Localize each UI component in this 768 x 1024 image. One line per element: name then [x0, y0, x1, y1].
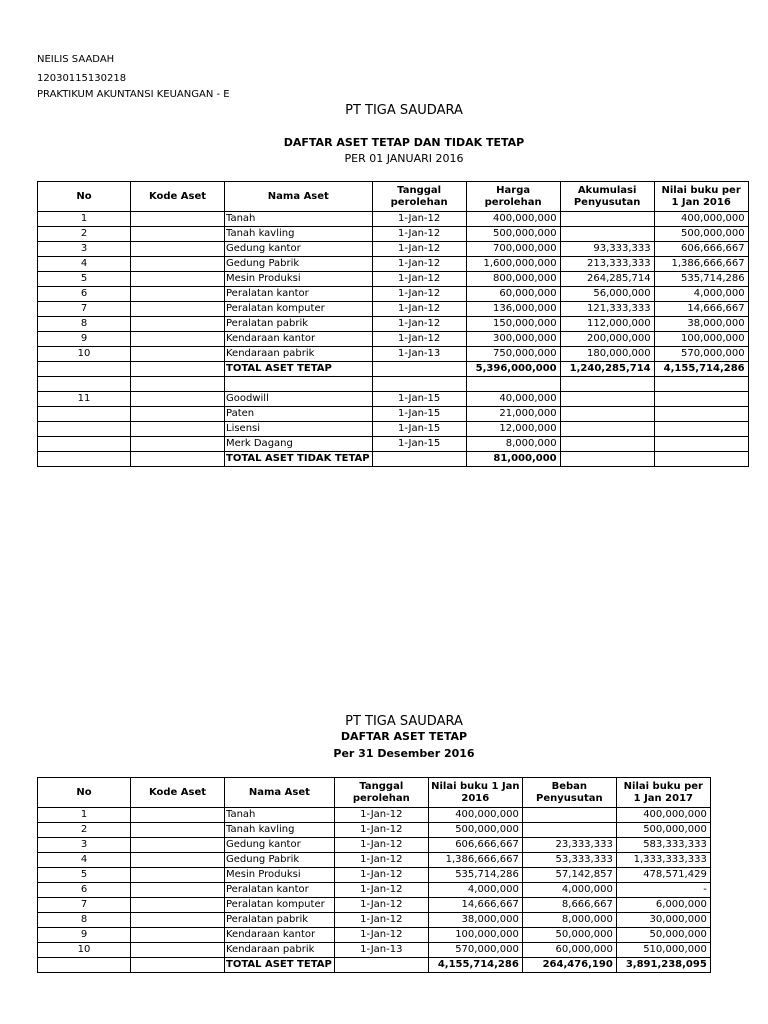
- cell-nama: Kendaraan pabrik: [225, 347, 373, 362]
- cell-nilai: 4,000,000: [654, 287, 748, 302]
- cell-nama: Peralatan komputer: [225, 302, 373, 317]
- cell-nama: Peralatan pabrik: [225, 913, 335, 928]
- cell-nilai-awal: 4,000,000: [428, 883, 522, 898]
- cell-empty: [560, 377, 654, 392]
- cell-tanggal: 1-Jan-12: [334, 898, 428, 913]
- cell-tanggal: 1-Jan-12: [334, 928, 428, 943]
- cell-nilai: 1,386,666,667: [654, 257, 748, 272]
- cell-tanggal: 1-Jan-12: [372, 272, 466, 287]
- table-row: [38, 898, 711, 913]
- total-nilai-awal: 4,155,714,286: [428, 958, 522, 973]
- cell-akumulasi: 93,333,333: [560, 242, 654, 257]
- cell-akumulasi: 264,285,714: [560, 272, 654, 287]
- table-row: [38, 407, 749, 422]
- cell-kode: [131, 868, 225, 883]
- col-header-nilai: Nilai buku per 1 Jan 2016: [654, 182, 748, 212]
- cell-no: 1: [38, 212, 131, 227]
- col-header-beban: Beban Penyusutan: [522, 778, 616, 808]
- cell-nama: Mesin Produksi: [225, 272, 373, 287]
- total-nilai: 4,155,714,286: [654, 362, 748, 377]
- cell-harga: 800,000,000: [466, 272, 560, 287]
- cell-nilai: 570,000,000: [654, 347, 748, 362]
- student-name: NEILIS SAADAH: [37, 54, 115, 65]
- cell-nilai: [654, 422, 748, 437]
- cell-empty: [372, 362, 466, 377]
- cell-akumulasi: 121,333,333: [560, 302, 654, 317]
- cell-no: 2: [38, 823, 131, 838]
- cell-nama: Tanah kavling: [225, 823, 335, 838]
- company-title-1: PT TIGA SAUDARA: [345, 103, 463, 118]
- cell-nilai-akhir: 583,333,333: [616, 838, 710, 853]
- table-row: [38, 317, 749, 332]
- cell-nama: Tanah: [225, 212, 373, 227]
- cell-nilai: 500,000,000: [654, 227, 748, 242]
- table-row: [38, 943, 711, 958]
- cell-tanggal: 1-Jan-12: [372, 332, 466, 347]
- cell-tanggal: 1-Jan-12: [372, 302, 466, 317]
- col-header-nilai-awal: Nilai buku 1 Jan 2016: [428, 778, 522, 808]
- cell-nama: Paten: [225, 407, 373, 422]
- cell-nilai: 535,714,286: [654, 272, 748, 287]
- cell-akumulasi: [560, 422, 654, 437]
- cell-nilai: [654, 437, 748, 452]
- cell-no: 10: [38, 347, 131, 362]
- cell-no: 11: [38, 392, 131, 407]
- cell-kode: [131, 257, 225, 272]
- cell-no: [38, 407, 131, 422]
- asset-table-2017: [37, 777, 711, 973]
- table-row: [38, 272, 749, 287]
- cell-kode: [131, 332, 225, 347]
- cell-kode: [131, 928, 225, 943]
- cell-nilai: [654, 407, 748, 422]
- cell-nama: Kendaraan pabrik: [225, 943, 335, 958]
- table-row: [38, 302, 749, 317]
- cell-no: [38, 437, 131, 452]
- cell-nilai-akhir: 500,000,000: [616, 823, 710, 838]
- report-title-2: DAFTAR ASET TETAP: [340, 730, 468, 743]
- cell-harga: 40,000,000: [466, 392, 560, 407]
- total-harga: 81,000,000: [466, 452, 560, 467]
- cell-tanggal: 1-Jan-13: [372, 347, 466, 362]
- cell-tanggal: 1-Jan-15: [372, 422, 466, 437]
- student-id: 12030115130218: [37, 73, 127, 84]
- cell-akumulasi: [560, 227, 654, 242]
- cell-nilai-awal: 400,000,000: [428, 808, 522, 823]
- cell-tanggal: 1-Jan-12: [334, 853, 428, 868]
- cell-harga: 1,600,000,000: [466, 257, 560, 272]
- cell-no: 6: [38, 287, 131, 302]
- cell-nilai: 38,000,000: [654, 317, 748, 332]
- cell-no: 8: [38, 317, 131, 332]
- cell-akumulasi: [560, 392, 654, 407]
- cell-kode: [131, 272, 225, 287]
- cell-kode: [131, 898, 225, 913]
- cell-no: 6: [38, 883, 131, 898]
- cell-nama: Tanah kavling: [225, 227, 373, 242]
- cell-no: 4: [38, 257, 131, 272]
- cell-tanggal: 1-Jan-12: [334, 868, 428, 883]
- cell-kode: [131, 883, 225, 898]
- cell-empty: [225, 377, 373, 392]
- cell-nama: Tanah: [225, 808, 335, 823]
- total-row: [38, 362, 749, 377]
- cell-no: 8: [38, 913, 131, 928]
- total-akumulasi: 1,240,285,714: [560, 362, 654, 377]
- cell-harga: 60,000,000: [466, 287, 560, 302]
- cell-nilai-awal: 14,666,667: [428, 898, 522, 913]
- cell-harga: 300,000,000: [466, 332, 560, 347]
- cell-kode: [131, 437, 225, 452]
- cell-nama: Gedung kantor: [225, 242, 373, 257]
- cell-empty: [38, 958, 131, 973]
- report-subtitle-2: Per 31 Desember 2016: [333, 747, 475, 760]
- cell-tanggal: 1-Jan-12: [372, 227, 466, 242]
- blank-row: [38, 377, 749, 392]
- cell-no: 9: [38, 332, 131, 347]
- table-row: [38, 227, 749, 242]
- cell-no: 3: [38, 242, 131, 257]
- cell-akumulasi: 180,000,000: [560, 347, 654, 362]
- cell-beban: 50,000,000: [522, 928, 616, 943]
- table-row: [38, 392, 749, 407]
- cell-kode: [131, 212, 225, 227]
- cell-tanggal: 1-Jan-12: [334, 883, 428, 898]
- cell-nilai-akhir: 50,000,000: [616, 928, 710, 943]
- table-header: [38, 778, 711, 808]
- cell-nilai-awal: 570,000,000: [428, 943, 522, 958]
- cell-nilai: [654, 392, 748, 407]
- cell-tanggal: 1-Jan-12: [372, 257, 466, 272]
- cell-nama: Peralatan kantor: [225, 287, 373, 302]
- cell-tanggal: 1-Jan-12: [334, 808, 428, 823]
- cell-tanggal: 1-Jan-15: [372, 407, 466, 422]
- col-header-harga: Harga perolehan: [466, 182, 560, 212]
- cell-nama: Peralatan kantor: [225, 883, 335, 898]
- col-header-nama: Nama Aset: [225, 778, 335, 808]
- cell-harga: 750,000,000: [466, 347, 560, 362]
- col-header-no: No: [38, 778, 131, 808]
- cell-no: 2: [38, 227, 131, 242]
- cell-beban: 57,142,857: [522, 868, 616, 883]
- cell-nama: Goodwill: [225, 392, 373, 407]
- total-label: TOTAL ASET TIDAK TETAP: [225, 452, 373, 467]
- cell-empty: [38, 377, 131, 392]
- col-header-tanggal: Tanggal perolehan: [334, 778, 428, 808]
- cell-harga: 21,000,000: [466, 407, 560, 422]
- cell-tanggal: 1-Jan-12: [372, 212, 466, 227]
- cell-nilai-awal: 606,666,667: [428, 838, 522, 853]
- cell-tanggal: 1-Jan-12: [334, 913, 428, 928]
- cell-nilai: 400,000,000: [654, 212, 748, 227]
- table-row: [38, 437, 749, 452]
- cell-kode: [131, 287, 225, 302]
- col-header-no: No: [38, 182, 131, 212]
- cell-nama: Kendaraan kantor: [225, 928, 335, 943]
- cell-beban: 23,333,333: [522, 838, 616, 853]
- cell-kode: [131, 392, 225, 407]
- cell-nilai-akhir: -: [616, 883, 710, 898]
- cell-empty: [372, 452, 466, 467]
- cell-kode: [131, 422, 225, 437]
- cell-nama: Gedung kantor: [225, 838, 335, 853]
- cell-beban: 8,000,000: [522, 913, 616, 928]
- cell-nilai-awal: 100,000,000: [428, 928, 522, 943]
- cell-nama: Merk Dagang: [225, 437, 373, 452]
- table-row: [38, 332, 749, 347]
- cell-kode: [131, 853, 225, 868]
- cell-kode: [131, 302, 225, 317]
- cell-empty: [38, 362, 131, 377]
- table-row: [38, 913, 711, 928]
- table-row: [38, 212, 749, 227]
- cell-no: 7: [38, 302, 131, 317]
- table-row: [38, 928, 711, 943]
- cell-nama: Lisensi: [225, 422, 373, 437]
- course-name: PRAKTIKUM AKUNTANSI KEUANGAN - E: [37, 89, 230, 100]
- cell-nilai: 14,666,667: [654, 302, 748, 317]
- cell-beban: 53,333,333: [522, 853, 616, 868]
- cell-nilai-awal: 38,000,000: [428, 913, 522, 928]
- cell-empty: [334, 958, 428, 973]
- cell-nilai: 100,000,000: [654, 332, 748, 347]
- table-header: [38, 182, 749, 212]
- table-row: [38, 883, 711, 898]
- cell-akumulasi: 56,000,000: [560, 287, 654, 302]
- cell-kode: [131, 943, 225, 958]
- cell-harga: 700,000,000: [466, 242, 560, 257]
- cell-harga: 400,000,000: [466, 212, 560, 227]
- cell-empty: [654, 377, 748, 392]
- cell-kode: [131, 913, 225, 928]
- cell-tanggal: 1-Jan-13: [334, 943, 428, 958]
- cell-kode: [131, 347, 225, 362]
- cell-kode: [131, 407, 225, 422]
- cell-tanggal: 1-Jan-12: [372, 287, 466, 302]
- cell-nilai-akhir: 510,000,000: [616, 943, 710, 958]
- cell-tanggal: 1-Jan-15: [372, 392, 466, 407]
- total-row: [38, 452, 749, 467]
- cell-harga: 150,000,000: [466, 317, 560, 332]
- table-row: [38, 242, 749, 257]
- cell-empty: [131, 377, 225, 392]
- col-header-kode: Kode Aset: [131, 182, 225, 212]
- cell-no: 5: [38, 868, 131, 883]
- cell-harga: 500,000,000: [466, 227, 560, 242]
- report-title-1: DAFTAR ASET TETAP DAN TIDAK TETAP: [283, 136, 525, 149]
- table-row: [38, 853, 711, 868]
- cell-nilai-akhir: 400,000,000: [616, 808, 710, 823]
- cell-akumulasi: [560, 437, 654, 452]
- cell-tanggal: 1-Jan-12: [372, 317, 466, 332]
- cell-tanggal: 1-Jan-12: [372, 242, 466, 257]
- table-row: [38, 287, 749, 302]
- cell-no: 7: [38, 898, 131, 913]
- cell-nama: Gedung Pabrik: [225, 853, 335, 868]
- cell-kode: [131, 838, 225, 853]
- cell-no: 10: [38, 943, 131, 958]
- cell-empty: [38, 452, 131, 467]
- cell-harga: 8,000,000: [466, 437, 560, 452]
- cell-kode: [131, 823, 225, 838]
- cell-nilai-akhir: 478,571,429: [616, 868, 710, 883]
- cell-empty: [654, 452, 748, 467]
- col-header-nilai-akhir: Nilai buku per 1 Jan 2017: [616, 778, 710, 808]
- table-row: [38, 838, 711, 853]
- cell-empty: [560, 452, 654, 467]
- col-header-kode: Kode Aset: [131, 778, 225, 808]
- cell-no: 1: [38, 808, 131, 823]
- cell-empty: [372, 377, 466, 392]
- table-row: [38, 257, 749, 272]
- cell-kode: [131, 317, 225, 332]
- cell-beban: 4,000,000: [522, 883, 616, 898]
- company-title-2: PT TIGA SAUDARA: [345, 714, 463, 729]
- table-row: [38, 422, 749, 437]
- cell-no: 3: [38, 838, 131, 853]
- cell-akumulasi: 200,000,000: [560, 332, 654, 347]
- total-nilai-akhir: 3,891,238,095: [616, 958, 710, 973]
- cell-empty: [466, 377, 560, 392]
- cell-beban: [522, 823, 616, 838]
- cell-nama: Peralatan komputer: [225, 898, 335, 913]
- col-header-nama: Nama Aset: [225, 182, 373, 212]
- cell-akumulasi: [560, 407, 654, 422]
- cell-beban: 60,000,000: [522, 943, 616, 958]
- cell-kode: [131, 227, 225, 242]
- cell-beban: 8,666,667: [522, 898, 616, 913]
- total-beban: 264,476,190: [522, 958, 616, 973]
- cell-kode: [131, 808, 225, 823]
- cell-nama: Peralatan pabrik: [225, 317, 373, 332]
- cell-no: 4: [38, 853, 131, 868]
- cell-no: 9: [38, 928, 131, 943]
- cell-nilai-awal: 535,714,286: [428, 868, 522, 883]
- cell-tanggal: 1-Jan-15: [372, 437, 466, 452]
- report-subtitle-1: PER 01 JANUARI 2016: [344, 152, 464, 165]
- table-row: [38, 347, 749, 362]
- col-header-akumulasi: Akumulasi Penyusutan: [560, 182, 654, 212]
- total-harga: 5,396,000,000: [466, 362, 560, 377]
- cell-tanggal: 1-Jan-12: [334, 838, 428, 853]
- cell-empty: [131, 362, 225, 377]
- cell-nilai: 606,666,667: [654, 242, 748, 257]
- cell-no: [38, 422, 131, 437]
- col-header-tanggal: Tanggal perolehan: [372, 182, 466, 212]
- total-label: TOTAL ASET TETAP: [225, 362, 373, 377]
- table-row: [38, 868, 711, 883]
- cell-harga: 12,000,000: [466, 422, 560, 437]
- cell-nilai-awal: 500,000,000: [428, 823, 522, 838]
- cell-nilai-awal: 1,386,666,667: [428, 853, 522, 868]
- cell-akumulasi: [560, 212, 654, 227]
- table-row: [38, 823, 711, 838]
- cell-nilai-akhir: 6,000,000: [616, 898, 710, 913]
- cell-empty: [131, 452, 225, 467]
- cell-nama: Kendaraan kantor: [225, 332, 373, 347]
- cell-nama: Mesin Produksi: [225, 868, 335, 883]
- cell-kode: [131, 242, 225, 257]
- cell-nama: Gedung Pabrik: [225, 257, 373, 272]
- cell-nilai-akhir: 30,000,000: [616, 913, 710, 928]
- cell-no: 5: [38, 272, 131, 287]
- cell-nilai-akhir: 1,333,333,333: [616, 853, 710, 868]
- table-row: [38, 808, 711, 823]
- cell-tanggal: 1-Jan-12: [334, 823, 428, 838]
- cell-harga: 136,000,000: [466, 302, 560, 317]
- total-row: [38, 958, 711, 973]
- cell-akumulasi: 112,000,000: [560, 317, 654, 332]
- total-label: TOTAL ASET TETAP: [225, 958, 335, 973]
- cell-beban: [522, 808, 616, 823]
- cell-empty: [131, 958, 225, 973]
- cell-akumulasi: 213,333,333: [560, 257, 654, 272]
- asset-table-2016: [37, 181, 749, 467]
